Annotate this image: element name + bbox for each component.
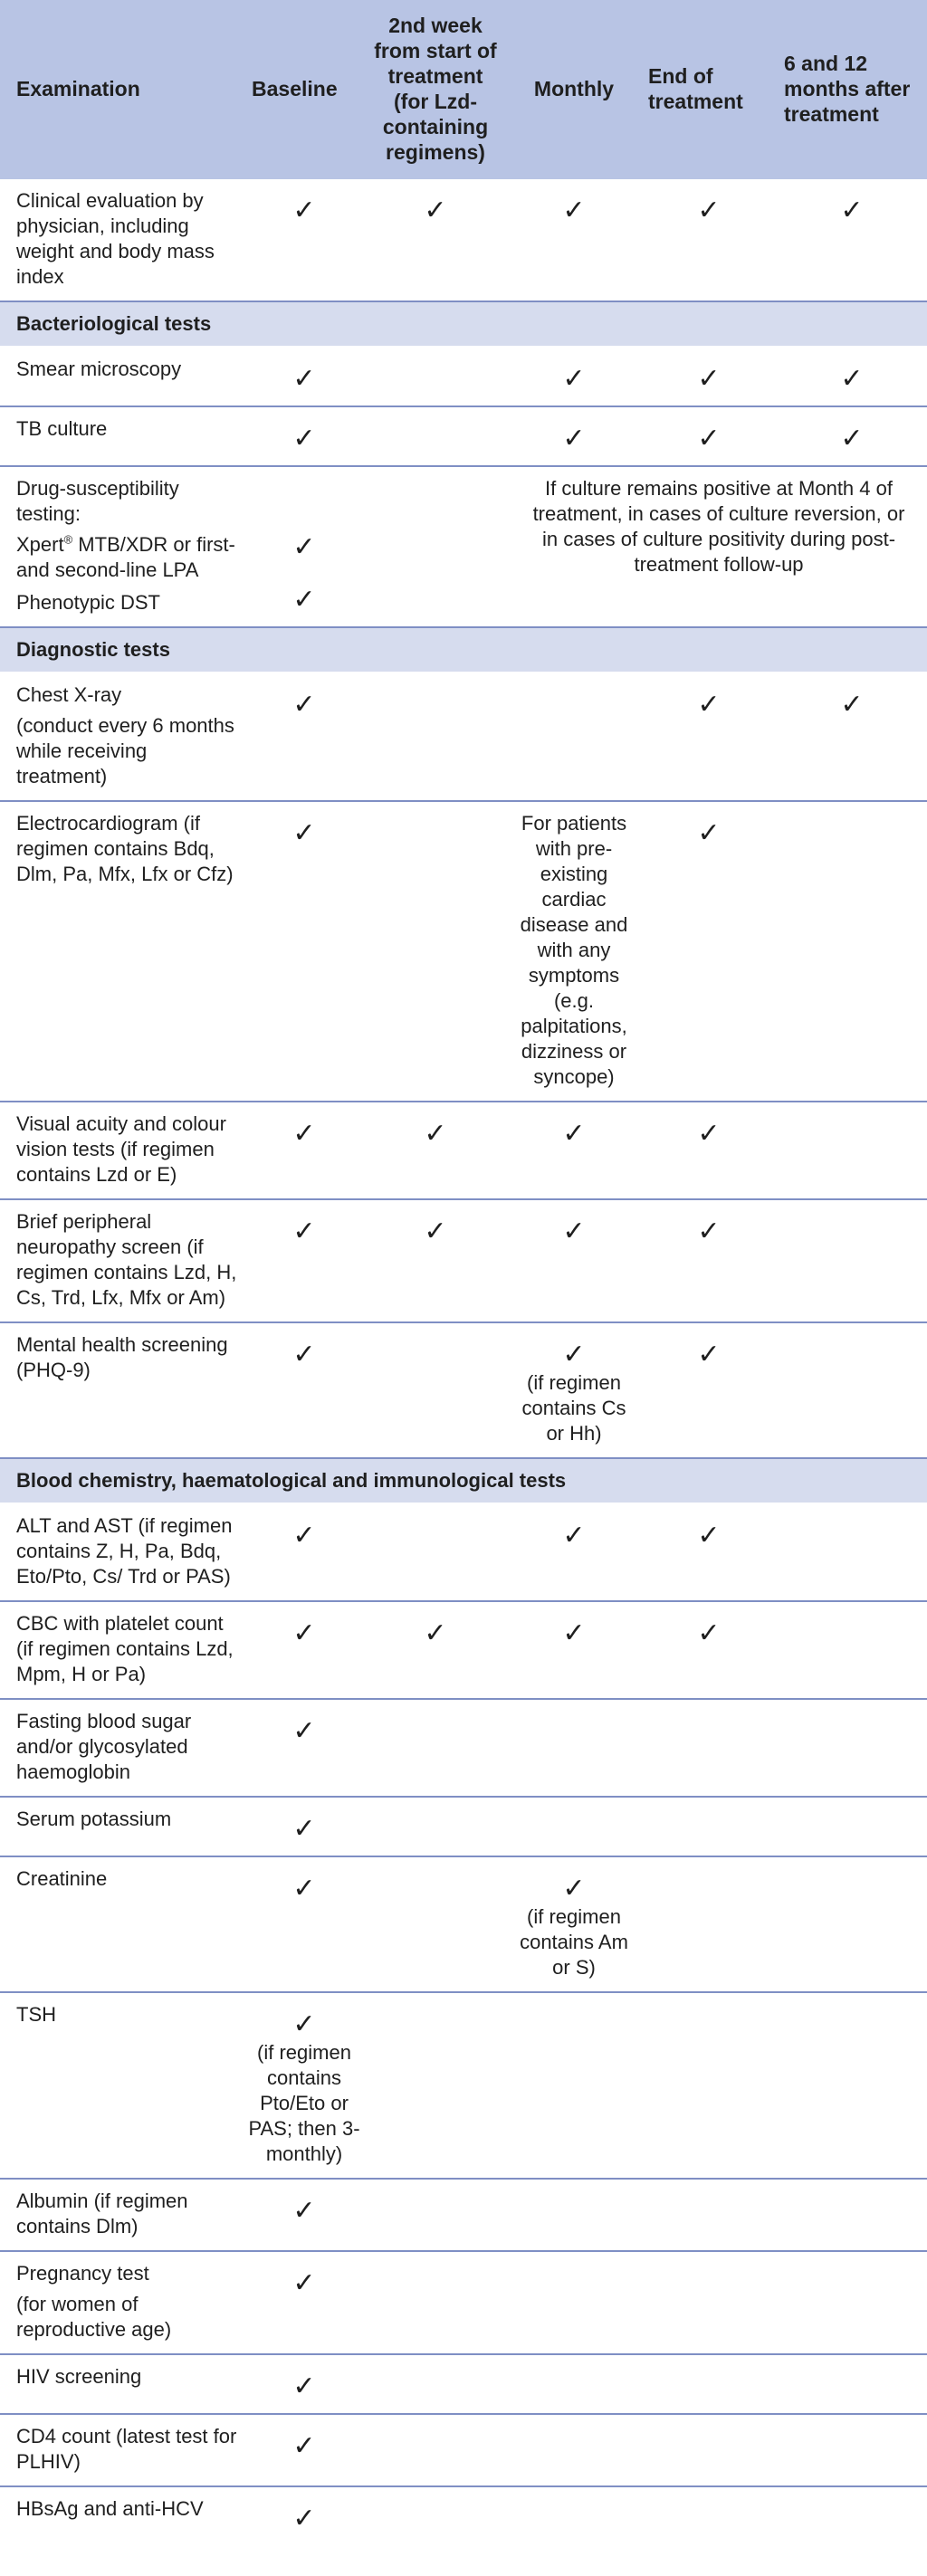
- check-mark: ✓: [292, 818, 316, 848]
- table-row-clinical: [0, 179, 927, 301]
- check-mark: ✓: [562, 1119, 586, 1149]
- check-mark: ✓: [697, 1618, 721, 1648]
- row-label-tsh: TSH: [0, 1992, 244, 2179]
- check-mark: ✓: [562, 1340, 586, 1369]
- table-row-ecg: [0, 801, 927, 1102]
- check-mark: ✓: [292, 1716, 316, 1746]
- table-row-mental: [0, 1322, 927, 1458]
- ecg-note: For patients with pre-existing cardiac disease and with any symptoms (e.g. palpitations, dizziness or syncope): [507, 801, 641, 1102]
- header-row: [0, 0, 927, 179]
- table-row-creatinine: [0, 1856, 927, 1992]
- row-label-smear: Smear microscopy: [0, 347, 244, 406]
- pregnancy-note: (for women of reproductive age): [16, 2293, 172, 2341]
- check-mark: ✓: [697, 1521, 721, 1550]
- table-row-xray: [0, 673, 927, 801]
- dst-note: If culture remains positive at Month 4 of treatment, in cases of culture reversion, or in cases of culture positivity during post-treatment follow-up: [507, 466, 927, 627]
- check-mark: ✓: [840, 690, 864, 720]
- check-mark: ✓: [292, 2371, 316, 2401]
- table-row-sugar: [0, 1699, 927, 1797]
- check-mark: ✓: [292, 2268, 316, 2298]
- check-mark: ✓: [292, 1814, 316, 1844]
- section-row-diagnostic: [0, 627, 927, 673]
- check-mark: ✓: [840, 196, 864, 225]
- section-row-blood: [0, 1458, 927, 1503]
- check-mark: ✓: [292, 424, 316, 453]
- check-mark: ✓: [292, 2009, 316, 2039]
- check-mark: ✓: [292, 1340, 316, 1369]
- check-mark: ✓: [697, 690, 721, 720]
- section-title-bacteriological: Bacteriological tests: [0, 301, 927, 347]
- row-label-albumin: Albumin (if regimen contains Dlm): [0, 2179, 244, 2251]
- check-mark: ✓: [292, 2431, 316, 2461]
- dst-xpert: Xpert® MTB/XDR or first- and second-line LPA: [16, 532, 235, 581]
- check-mark: ✓: [424, 196, 447, 225]
- section-title-blood: Blood chemistry, haematological and immunological tests: [0, 1458, 927, 1503]
- check-mark: ✓: [562, 364, 586, 394]
- check-mark: ✓: [292, 1119, 316, 1149]
- check-mark: ✓: [424, 1618, 447, 1648]
- table-row-neuropathy: [0, 1199, 927, 1322]
- check-mark: ✓: [697, 818, 721, 848]
- check-mark: ✓: [697, 1119, 721, 1149]
- header-examination: Examination: [0, 0, 244, 179]
- check-mark: ✓: [292, 364, 316, 394]
- header-after: 6 and 12 months after treatment: [777, 0, 927, 179]
- row-label-pregnancy: Pregnancy test (for women of reproductive age): [0, 2251, 244, 2354]
- check-mark: ✓: [292, 1216, 316, 1246]
- table-row-hbsag: [0, 2486, 927, 2545]
- table-row-cbc: [0, 1601, 927, 1699]
- check-mark: ✓: [562, 1521, 586, 1550]
- dst-title: Drug-susceptibility testing:: [16, 477, 179, 525]
- table-row-hiv: [0, 2354, 927, 2414]
- table-row-potassium: [0, 1797, 927, 1856]
- check-mark: ✓: [697, 1216, 721, 1246]
- table-row-albumin: [0, 2179, 927, 2251]
- table-row-tsh: [0, 1992, 927, 2179]
- row-label-cbc: CBC with platelet count (if regimen contains Lzd, Mpm, H or Pa): [0, 1601, 244, 1699]
- row-label-sugar: Fasting blood sugar and/or glycosylated haemoglobin: [0, 1699, 244, 1797]
- check-mark: ✓: [424, 1119, 447, 1149]
- row-label-neuropathy: Brief peripheral neuropathy screen (if regimen contains Lzd, H, Cs, Trd, Lfx, Mfx or Am): [0, 1199, 244, 1322]
- check-mark: ✓: [292, 1618, 316, 1648]
- row-label-alt: ALT and AST (if regimen contains Z, H, Pa, Bdq, Eto/Pto, Cs/ Trd or PAS): [0, 1503, 244, 1601]
- check-mark: ✓: [292, 2196, 316, 2226]
- row-label-hiv: HIV screening: [0, 2354, 244, 2414]
- check-mark: ✓: [562, 1618, 586, 1648]
- header-baseline: Baseline: [244, 0, 364, 179]
- row-label-dst: [0, 466, 244, 627]
- check-mark: ✓: [562, 424, 586, 453]
- table-row-cd4: [0, 2414, 927, 2486]
- row-label-cd4: CD4 count (latest test for PLHIV): [0, 2414, 244, 2486]
- row-label-clinical: Clinical evaluation by physician, including weight and body mass index: [0, 179, 244, 301]
- check-mark: ✓: [424, 1216, 447, 1246]
- check-mark: ✓: [840, 424, 864, 453]
- tsh-note: (if regimen contains Pto/Eto or PAS; then 3-monthly): [248, 2041, 360, 2165]
- check-mark: ✓: [292, 1874, 316, 1903]
- table-row-pregnancy: [0, 2251, 927, 2354]
- check-mark: ✓: [292, 690, 316, 720]
- xray-note: (conduct every 6 months while receiving treatment): [16, 714, 234, 787]
- header-monthly: Monthly: [507, 0, 641, 179]
- row-label-hbsag: HBsAg and anti-HCV: [16, 2497, 204, 2520]
- check-mark: ✓: [292, 2504, 316, 2533]
- check-mark: ✓: [697, 364, 721, 394]
- table-row-alt: [0, 1503, 927, 1601]
- table-row-smear: [0, 347, 927, 406]
- check-mark: ✓: [292, 196, 316, 225]
- row-label-mental: Mental health screening (PHQ-9): [0, 1322, 244, 1458]
- check-mark: ✓: [292, 585, 316, 615]
- table-row-dst: [0, 466, 927, 627]
- check-mark: ✓: [562, 1216, 586, 1246]
- row-label-culture: TB culture: [0, 406, 244, 466]
- check-mark: ✓: [697, 196, 721, 225]
- check-mark: ✓: [562, 196, 586, 225]
- check-mark: ✓: [840, 364, 864, 394]
- check-mark: ✓: [697, 1340, 721, 1369]
- section-row-bacteriological: [0, 301, 927, 347]
- creatinine-note: (if regimen contains Am or S): [520, 1905, 628, 1979]
- check-mark: ✓: [292, 532, 316, 562]
- row-label-xray: Chest X-ray (conduct every 6 months while receiving treatment): [0, 673, 244, 801]
- row-label-ecg: Electrocardiogram (if regimen contains Bdq, Dlm, Pa, Mfx, Lfx or Cfz): [0, 801, 244, 1102]
- table-row-culture: [0, 406, 927, 466]
- header-week2: 2nd week from start of treatment (for Lzd-containing regimens): [364, 0, 507, 179]
- dst-phenotypic: Phenotypic DST: [16, 591, 160, 614]
- row-label-visual: Visual acuity and colour vision tests (if regimen contains Lzd or E): [0, 1102, 244, 1199]
- check-mark: ✓: [562, 1874, 586, 1903]
- check-mark: ✓: [292, 1521, 316, 1550]
- mental-note: (if regimen contains Cs or Hh): [521, 1371, 626, 1445]
- section-title-diagnostic: Diagnostic tests: [0, 627, 927, 673]
- check-mark: ✓: [697, 424, 721, 453]
- row-label-potassium: Serum potassium: [0, 1797, 244, 1856]
- header-end: End of treatment: [641, 0, 777, 179]
- row-label-creatinine: Creatinine: [0, 1856, 244, 1992]
- table-row-visual: [0, 1102, 927, 1199]
